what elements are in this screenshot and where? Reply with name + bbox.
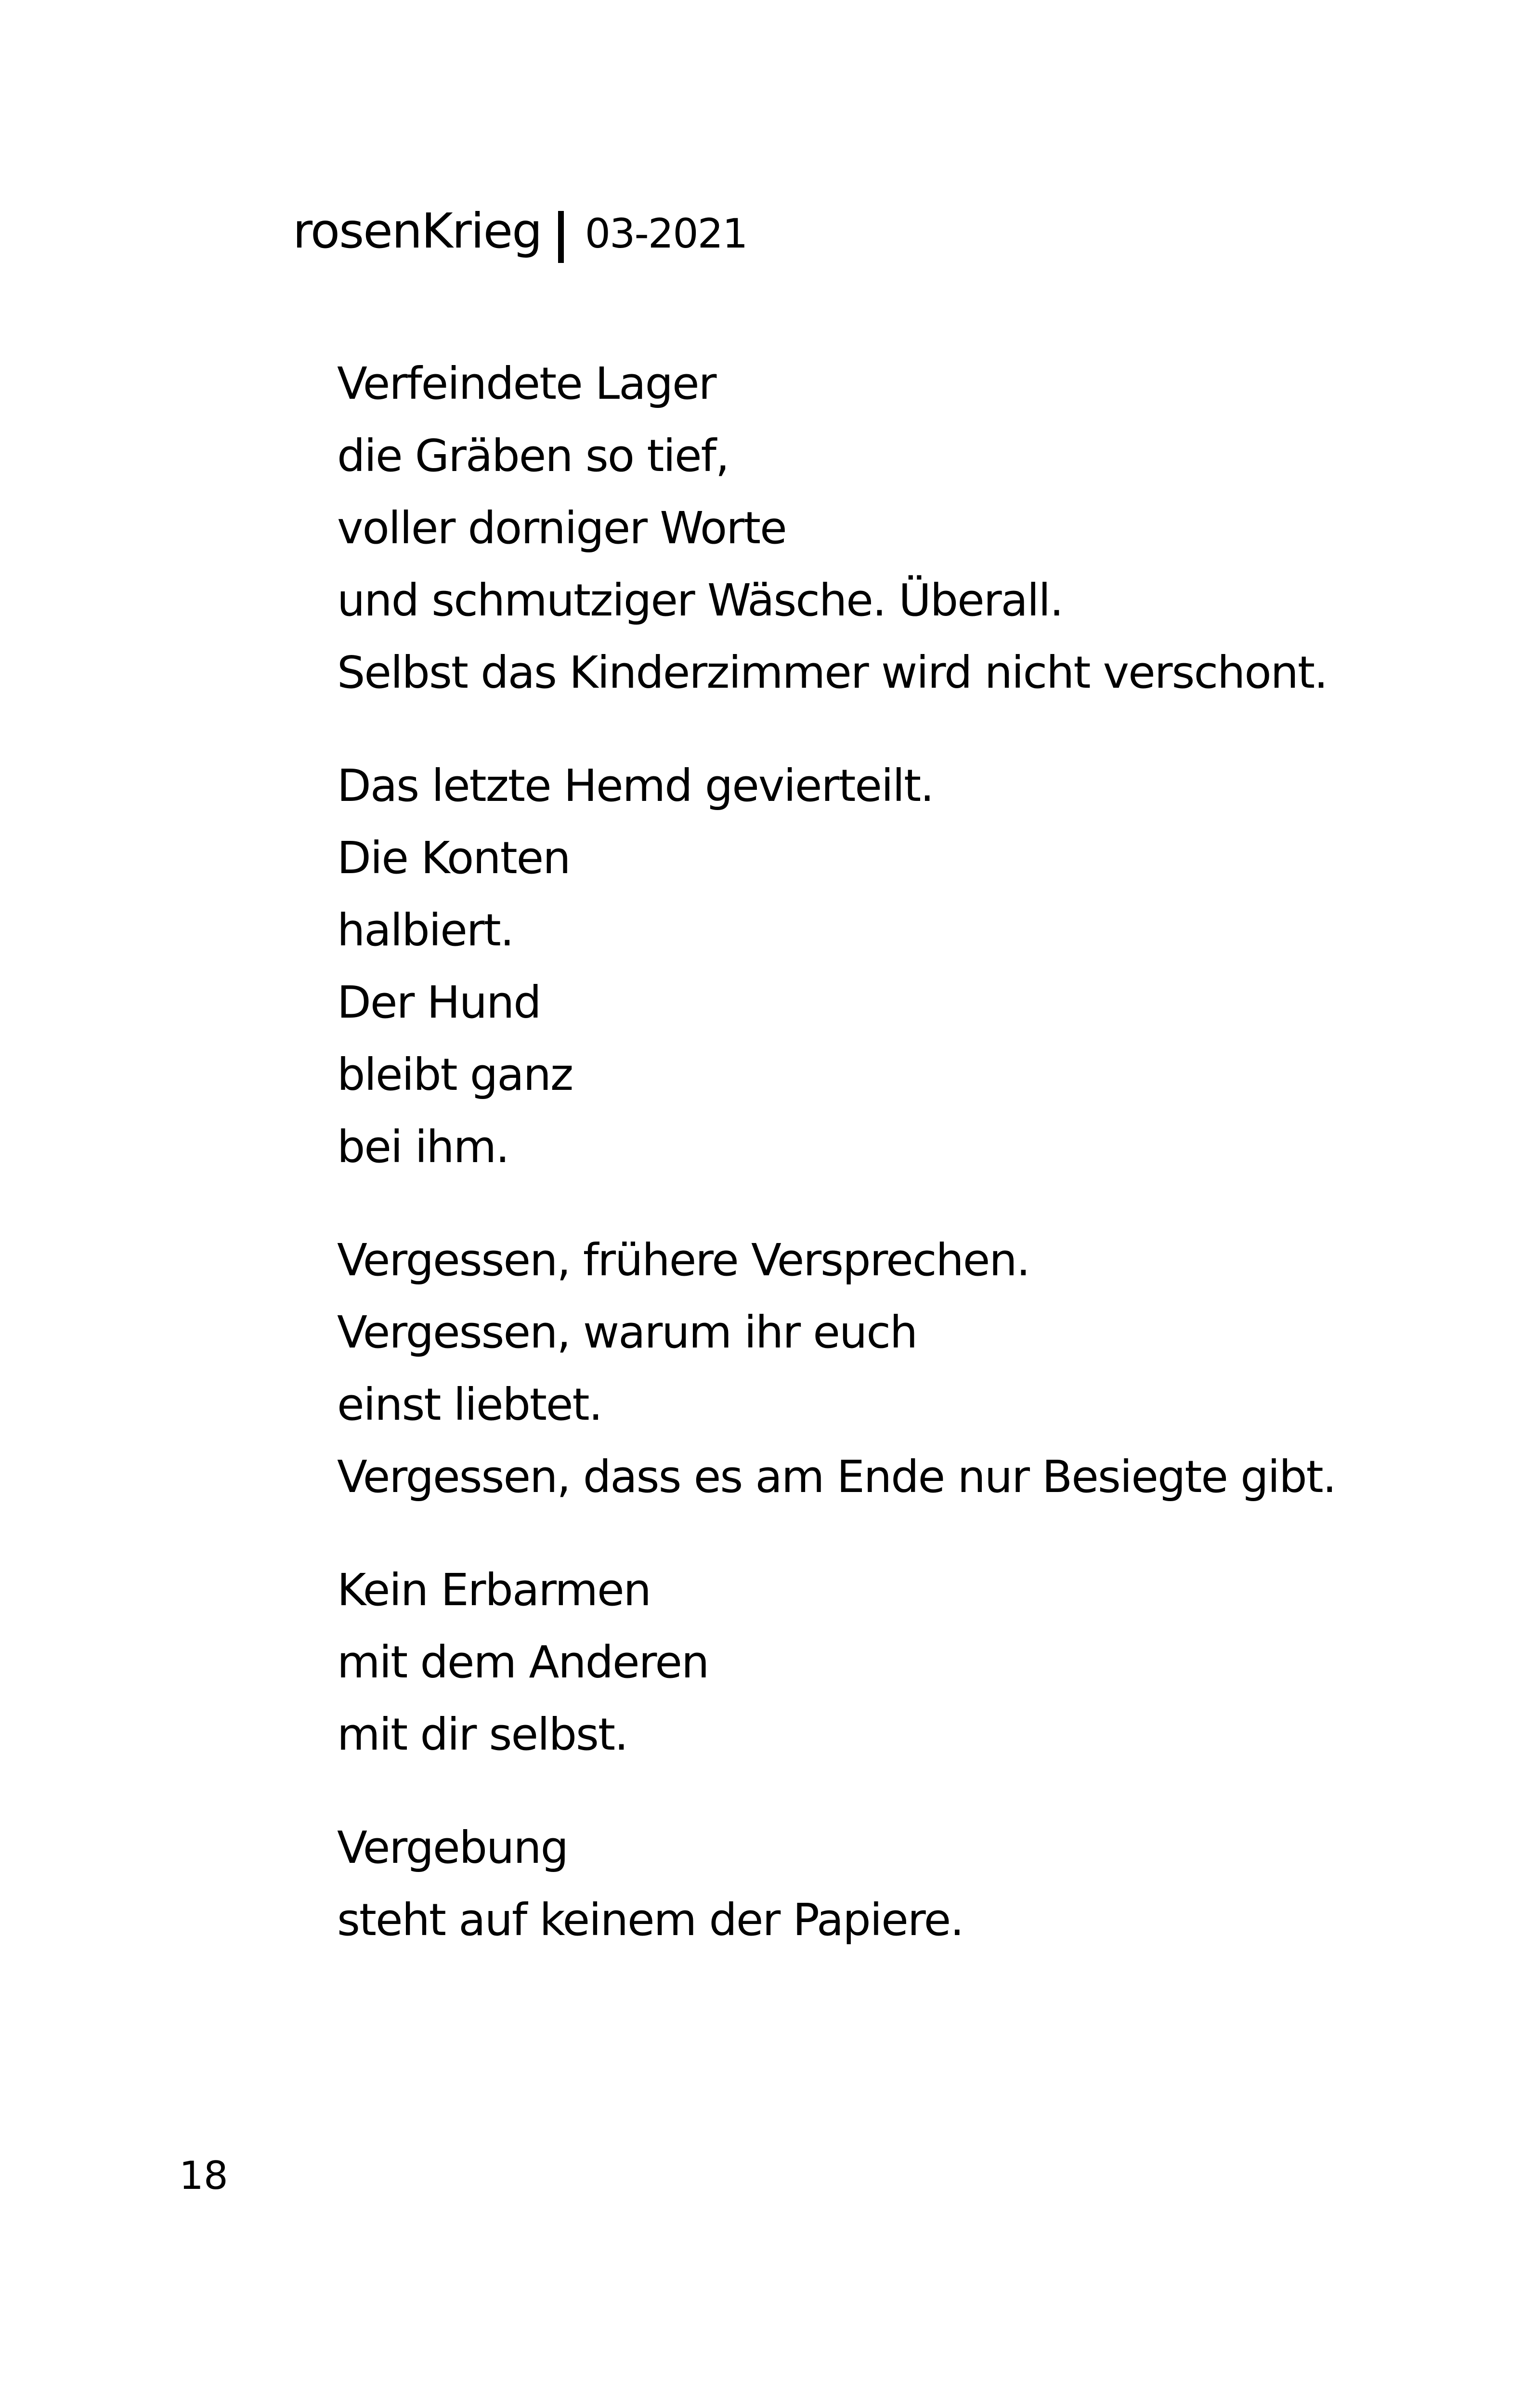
stanza-1 [337,348,1445,709]
poem-line: bei ihm. [337,1121,509,1173]
poem-line: Vergessen, dass es am Ende nur Besiegte gibt. [337,1451,1336,1503]
poem-line: Vergebung [337,1822,568,1873]
stanza-3 [337,1224,1445,1513]
poem-line: Verfeindete Lager [337,358,716,409]
poem-line: Kein Erbarmen [337,1564,651,1616]
stanza-5 [337,1812,1445,1956]
poem-line: mit dir selbst. [337,1709,628,1760]
poem-line: einst liebtet. [337,1379,602,1430]
poem-line: Das letzte Hemd gevierteilt. [337,760,934,811]
poem-line: bleibt ganz [337,1049,573,1100]
poem-line: Selbst das Kinderzimmer wird nicht verschont. [337,647,1328,698]
page-number: 18 [179,2153,228,2198]
poem-line: mit dem Anderen [337,1636,709,1688]
poem-line: steht auf keinem der Papiere. [337,1894,963,1946]
poem-header [293,203,747,275]
stanza-4 [337,1554,1445,1771]
title-separator [558,211,564,263]
poem-line: Vergessen, warum ihr euch [337,1307,917,1358]
poem-date: 03-2021 [585,210,747,257]
poem-line: Die Konten [337,832,570,884]
poem-line: Der Hund [337,977,541,1028]
poem-line: halbiert. [337,904,513,956]
poem-line: und schmutziger Wäsche. Überall. [337,575,1063,626]
poem-line: die Gräben so tief, [337,430,729,482]
poem-title: rosenKrieg [293,203,542,259]
poem-line: Vergessen, frühere Versprechen. [337,1234,1029,1286]
stanza-2 [337,750,1445,1183]
poem-body [337,348,1445,1956]
poem-line: voller dorniger Worte [337,502,786,554]
